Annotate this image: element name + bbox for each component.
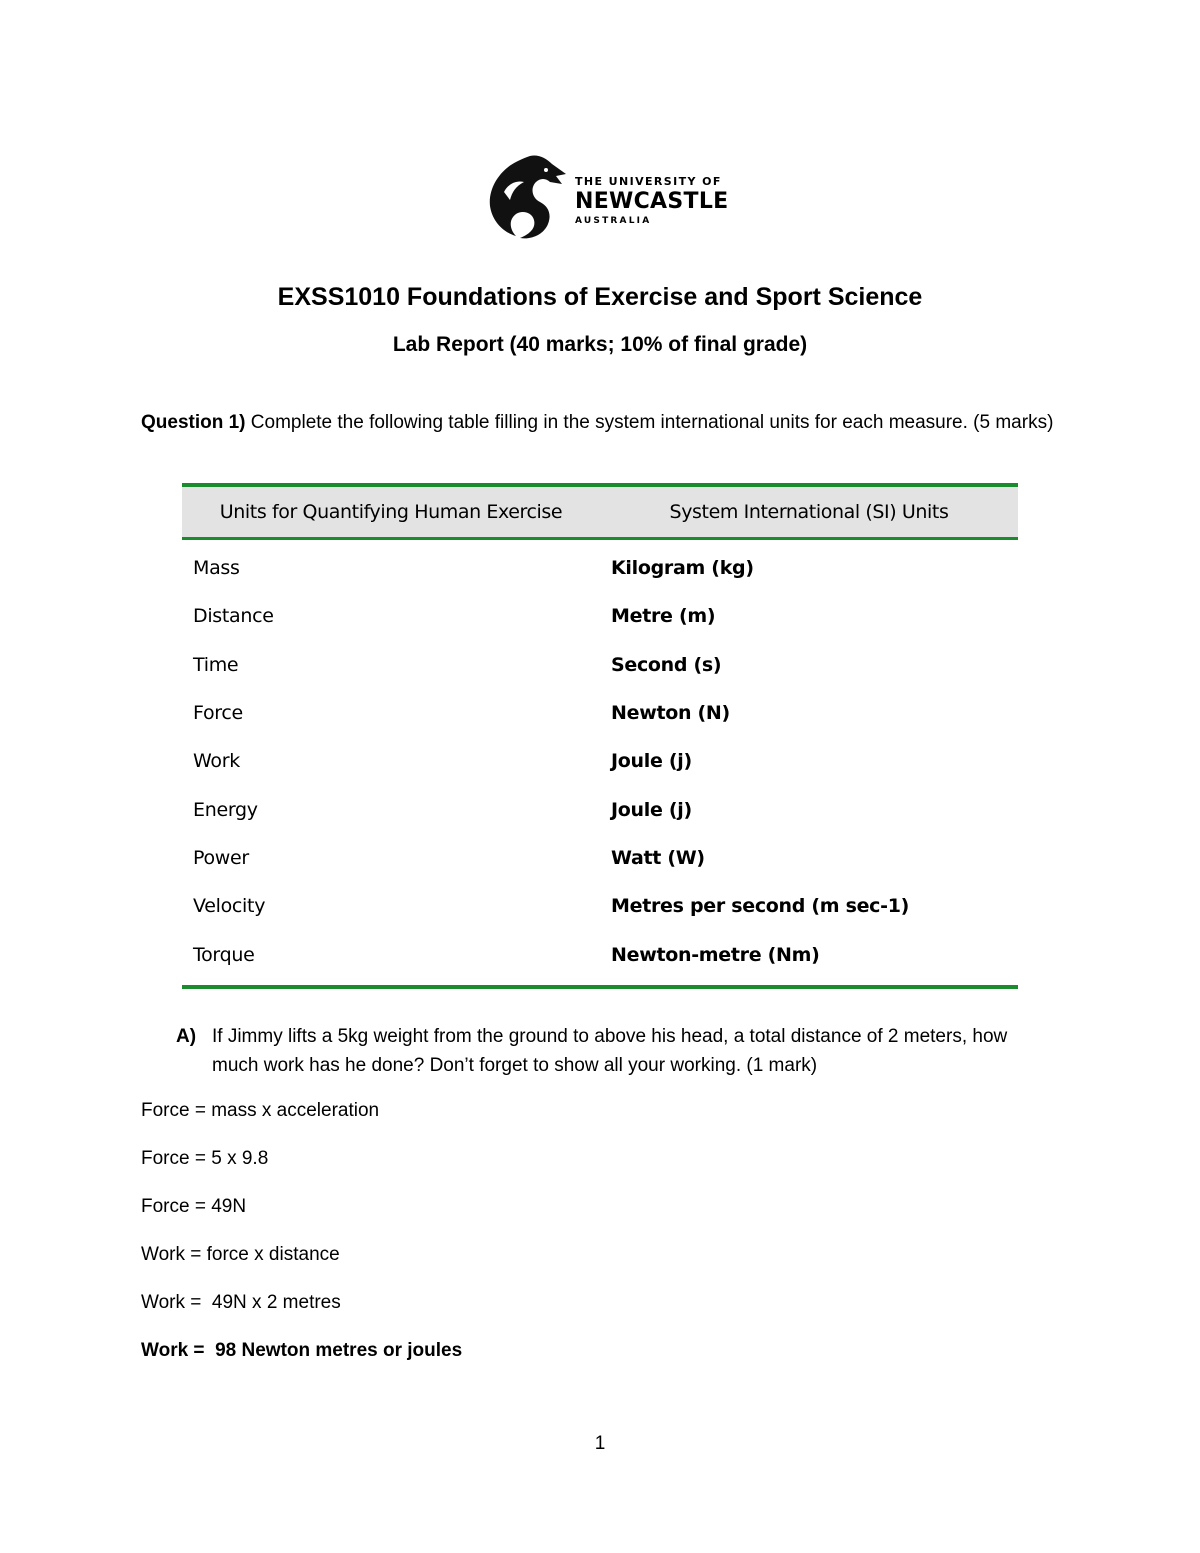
document-subtitle: Lab Report (40 marks; 10% of final grade) <box>392 333 808 356</box>
final-answer: Work = 98 Newton metres or joules <box>141 1340 463 1361</box>
table-cell-unit: Joule (j) <box>611 750 692 773</box>
working-line: Force = 49N <box>141 1196 247 1217</box>
table-row <box>182 737 1018 785</box>
table-header-measure: Units for Quantifying Human Exercise <box>219 501 563 523</box>
table-header-row <box>182 487 1018 540</box>
question-1-text: Complete the following table filling in the system international units for each measure. (5 marks) <box>245 412 1054 433</box>
page-number: 1 <box>594 1433 606 1454</box>
question-part-a <box>176 1022 1036 1080</box>
logo-line-1: THE UNIVERSITY OF <box>575 175 722 188</box>
table-row <box>182 544 1018 592</box>
table-cell-measure: Force <box>193 702 243 725</box>
logo-wordmark <box>575 176 728 226</box>
table-cell-measure: Mass <box>193 557 240 580</box>
table-cell-unit: Joule (j) <box>611 798 692 821</box>
table-body <box>182 540 1018 985</box>
table-row <box>182 930 1018 978</box>
table-row <box>182 689 1018 737</box>
table-cell-measure: Distance <box>193 605 274 628</box>
table-cell-unit: Kilogram (kg) <box>611 557 754 580</box>
units-table <box>182 483 1018 989</box>
table-cell-unit: Newton (N) <box>611 702 730 725</box>
working-line: Force = mass x acceleration <box>141 1100 380 1121</box>
table-row <box>182 785 1018 833</box>
table-cell-unit: Watt (W) <box>611 846 705 869</box>
question-1 <box>141 408 1056 437</box>
table-row <box>182 882 1018 930</box>
working-line: Force = 5 x 9.8 <box>141 1148 269 1169</box>
table-cell-unit: Metres per second (m sec-1) <box>611 895 910 918</box>
table-cell-unit: Newton-metre (Nm) <box>611 943 820 966</box>
seahorse-emblem-icon <box>486 152 570 240</box>
logo-line-2: NEWCASTLE <box>575 189 729 214</box>
logo-line-3: AUSTRALIA <box>575 216 652 226</box>
table-row <box>182 592 1018 640</box>
part-a-label: A) <box>176 1026 197 1047</box>
table-cell-measure: Torque <box>193 943 255 966</box>
table-cell-measure: Time <box>193 653 239 676</box>
working-line: Work = force x distance <box>141 1244 340 1265</box>
table-cell-measure: Work <box>193 750 240 773</box>
table-row <box>182 834 1018 882</box>
table-header-si-unit: System International (SI) Units <box>669 501 949 523</box>
table-row <box>182 641 1018 689</box>
question-1-label: Question 1) <box>141 412 246 433</box>
table-cell-unit: Second (s) <box>611 653 722 676</box>
table-cell-measure: Power <box>193 846 249 869</box>
university-logo <box>486 152 729 242</box>
document-title: EXSS1010 Foundations of Exercise and Sport Science <box>277 283 923 311</box>
working-line: Work = 49N x 2 metres <box>141 1292 341 1313</box>
part-a-text: If Jimmy lifts a 5kg weight from the ground to above his head, a total distance of 2 meters, how much work has he done? Don’t forget to show all your working. (1 mark) <box>212 1026 1008 1076</box>
table-cell-unit: Metre (m) <box>611 605 716 628</box>
table-cell-measure: Velocity <box>193 895 266 918</box>
table-cell-measure: Energy <box>193 798 258 821</box>
